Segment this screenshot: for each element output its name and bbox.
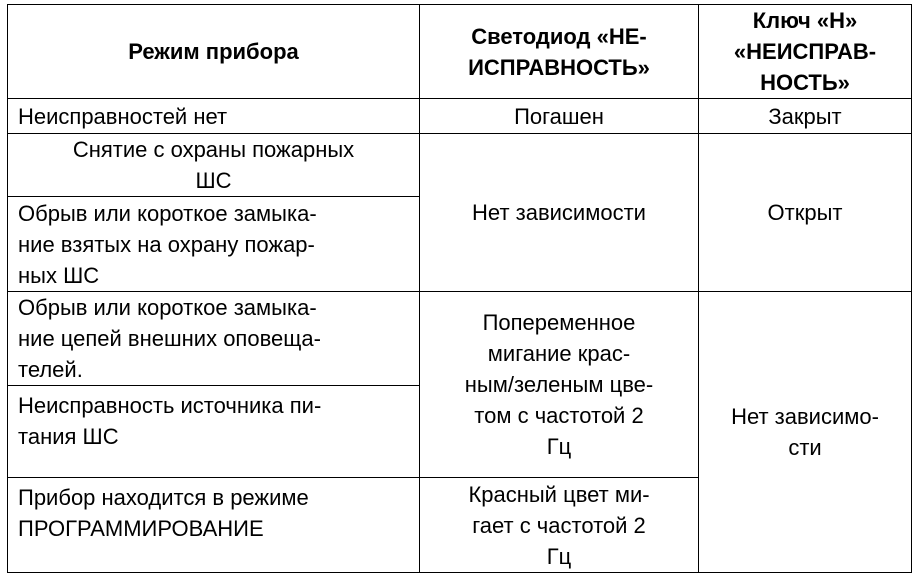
mode-indication-table — [7, 4, 912, 573]
led-cell: Попеременное мигание крас- ным/зеленым цве- том с частотой 2 Гц — [420, 292, 699, 478]
table-row — [8, 99, 912, 134]
header-mode: Режим прибора — [8, 5, 420, 99]
key-cell: Закрыт — [699, 99, 912, 134]
led-cell: Нет зависимости — [420, 134, 699, 292]
table-row — [8, 292, 912, 386]
header-fault-led: Светодиод «НЕ- ИСПРАВНОСТЬ» — [420, 5, 699, 99]
led-cell: Красный цвет ми- гает с частотой 2 Гц — [420, 478, 699, 573]
key-cell: Нет зависимо- сти — [699, 292, 912, 573]
header-row — [8, 5, 912, 99]
mode-cell: Обрыв или короткое замыка- ние цепей внешних оповеща- телей. — [8, 292, 420, 386]
header-fault-key: Ключ «Н» «НЕИСПРАВ- НОСТЬ» — [699, 5, 912, 99]
led-cell: Погашен — [420, 99, 699, 134]
mode-cell: Снятие с охраны пожарных ШС — [8, 134, 420, 197]
mode-cell: Неисправностей нет — [8, 99, 420, 134]
mode-cell: Неисправность источника пи- тания ШС — [8, 386, 420, 478]
table-row — [8, 134, 912, 197]
mode-cell: Прибор находится в режиме ПРОГРАММИРОВАНИЕ — [8, 478, 420, 573]
key-cell: Открыт — [699, 134, 912, 292]
mode-cell: Обрыв или короткое замыка- ние взятых на охрану пожар- ных ШС — [8, 197, 420, 292]
